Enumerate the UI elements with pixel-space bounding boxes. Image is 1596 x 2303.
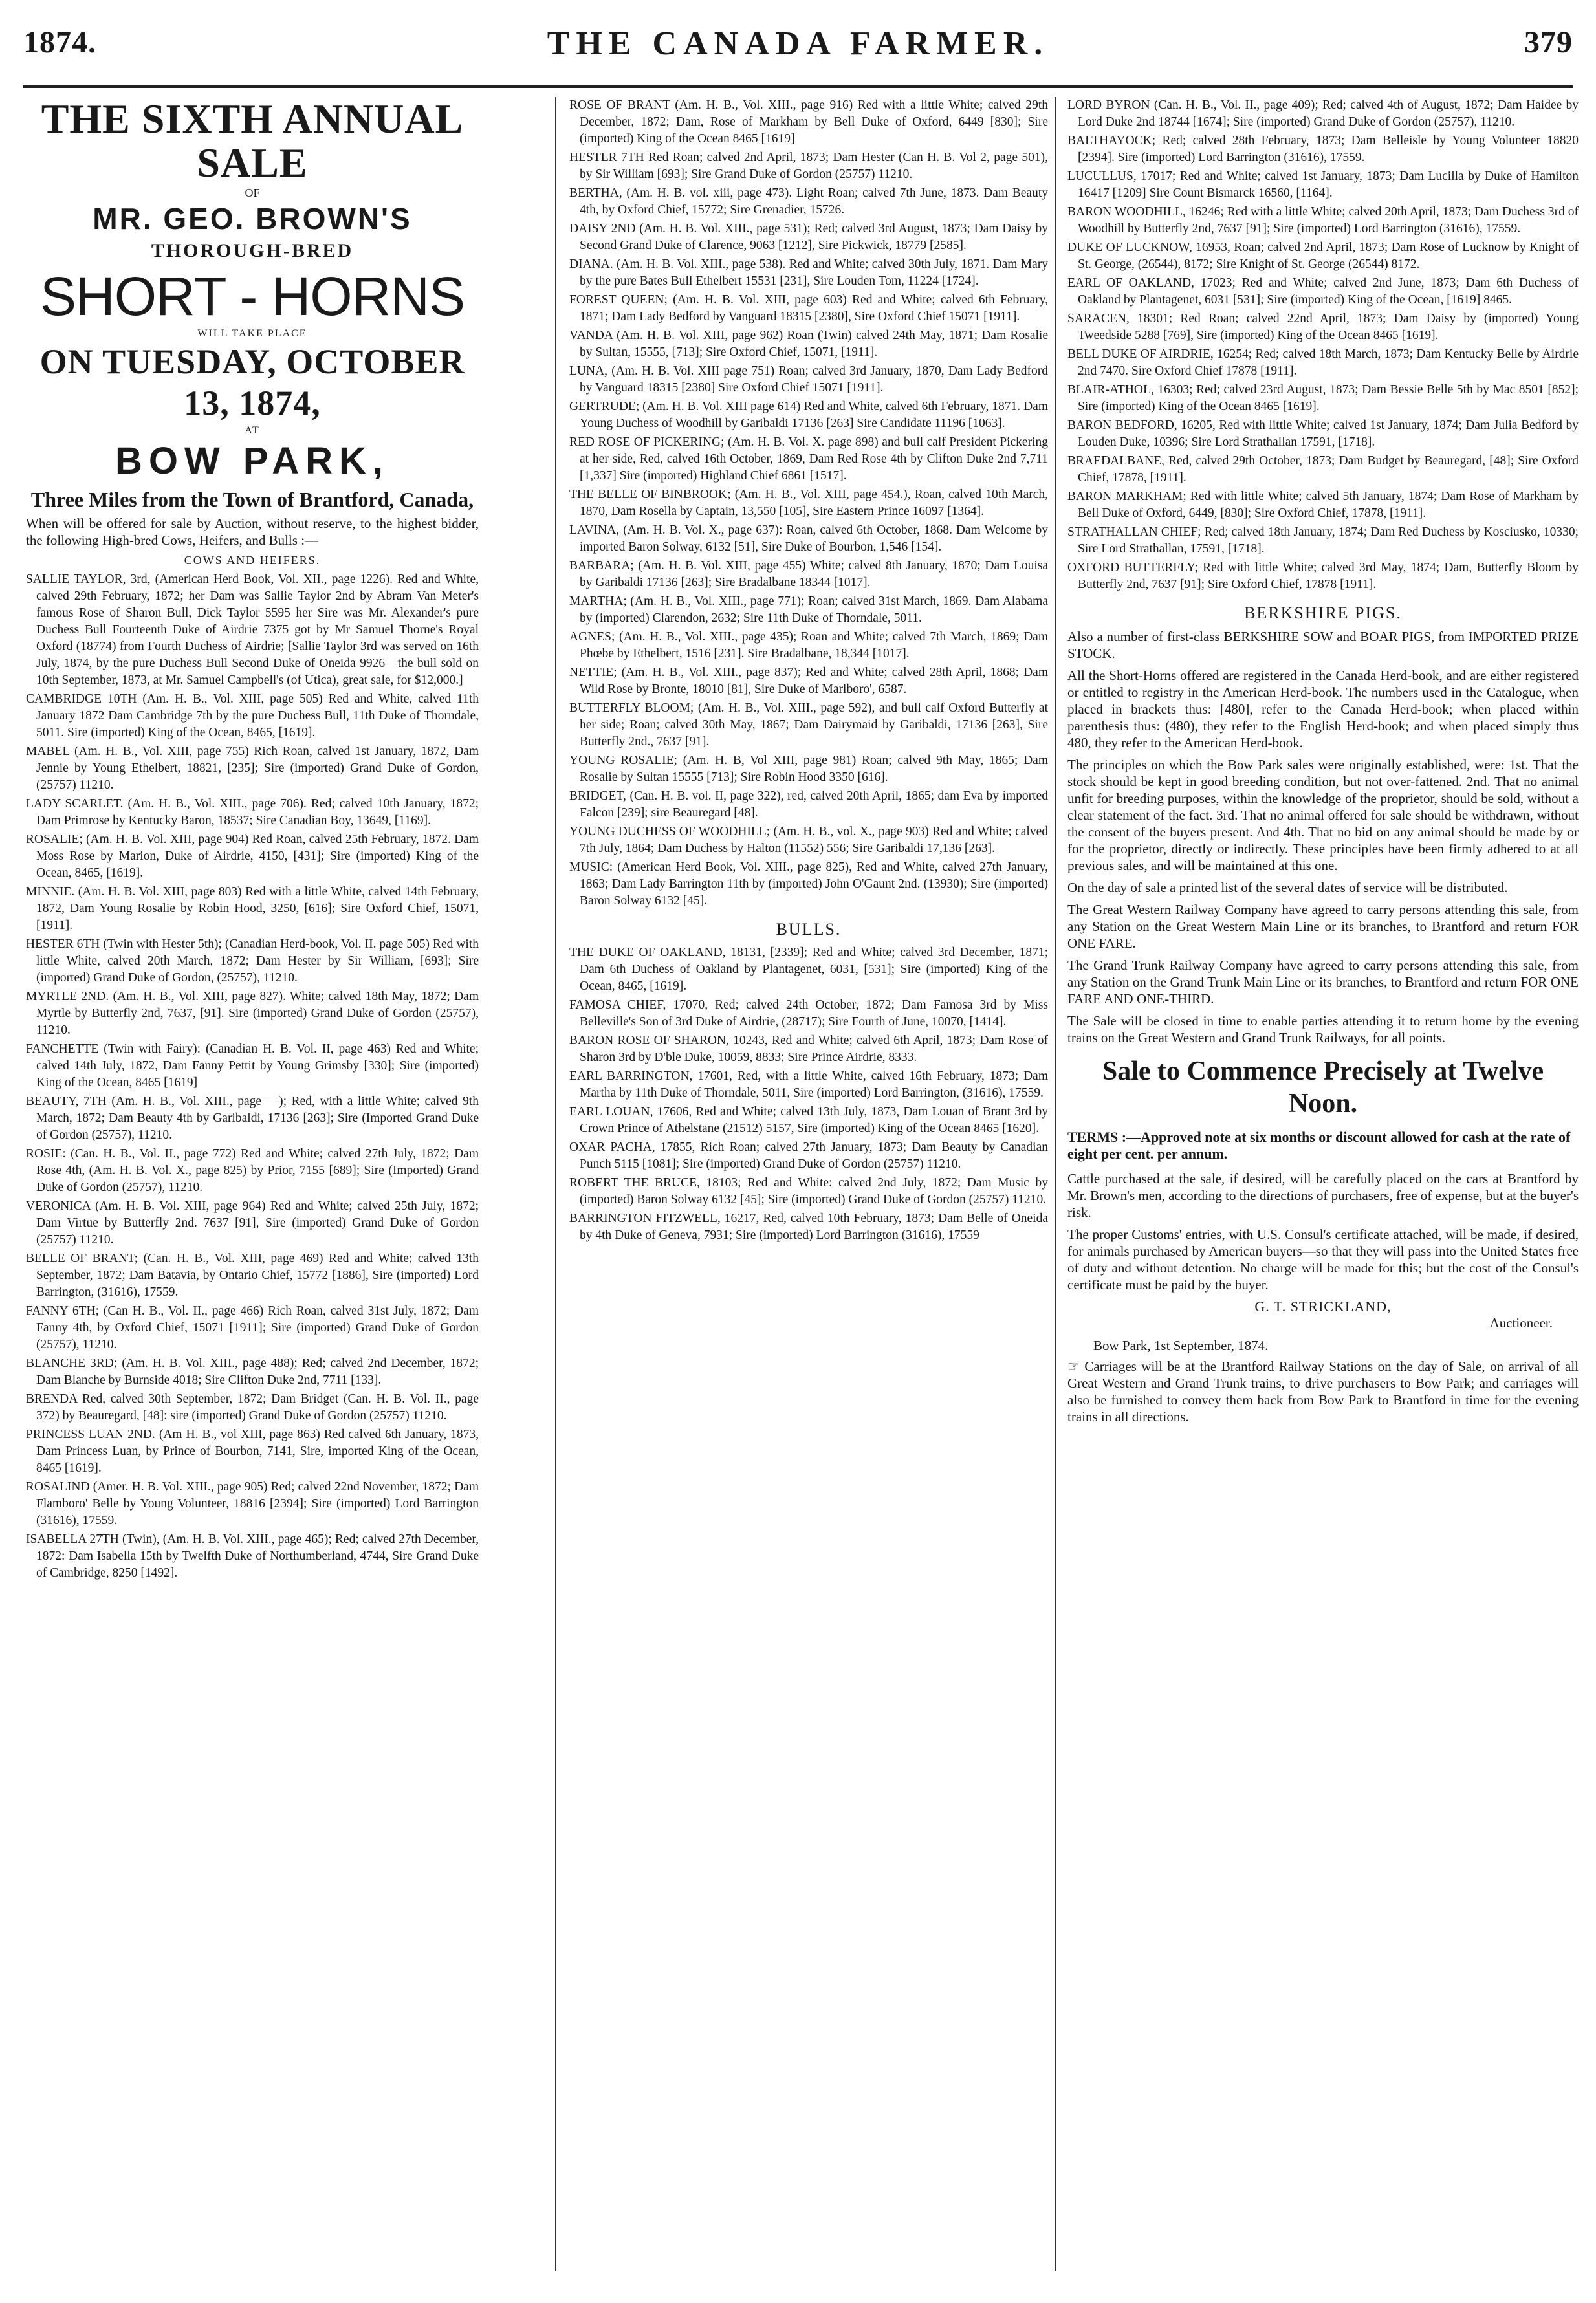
list-item: BEAUTY, 7TH (Am. H. B., Vol. XIII., page —); Red, with a little White; calved 9th March, 1872; Dam Beauty 4th by Garibaldi, 17136 [263]; Sire (Imported Grand Duke of Gordon (25757), 11210. [26, 1095, 479, 1142]
paragraph-registry: All the Short-Horns offered are registered in the Canada Herd-book, and are either registered or entitled to registry in the American Herd-book. The numbers used in the Catalogue, when placed in brackets thus: [480], refer to the Canada Herd-book; when placed within parenthesis thus: (480), they refer to the English Herd-book; and when placed simply thus 480, they refer to the American Herd-book. [1067, 668, 1579, 750]
list-item: FANNY 6TH; (Can H. B., Vol. II., page 466) Rich Roan, calved 31st July, 1872; Dam Fanny 4th, by Oxford Chief, 15071 [1911]; Sire (imported) Grand Duke of Gordon (25757), 11210. [26, 1304, 479, 1351]
ad-date: ON TUESDAY, OCTOBER 13, 1874, [39, 342, 465, 422]
list-item: ROSALIND (Amer. H. B. Vol. XIII., page 905) Red; calved 22nd November, 1872; Dam Flamboro' Belle by Young Volunteer, 18816 [2394]; Sire (imported) Lord Barrington (31616), 17559. [26, 1480, 479, 1527]
list-item: BARON WOODHILL, 16246; Red with a little White; calved 20th April, 1873; Dam Duchess 3rd of Woodhill by Butterfly 2nd, 7637 [91]; Sire (imported) Lord Barrington (31616), 17559. [1067, 205, 1579, 235]
list-item: FAMOSA CHIEF, 17070, Red; calved 24th October, 1872; Dam Famosa 3rd by Miss Belleville's Son of 3rd Duke of Airdrie, (28717); Sire Fourth of June, 10070, [1414]. [569, 998, 1048, 1029]
list-item: FOREST QUEEN; (Am. H. B. Vol. XIII, page 603) Red and White; calved 6th February, 1871; Dam Lady Bedford by Vanguard 18315 [2380], Sire Oxford Chief 15071 [1911]. [569, 293, 1048, 323]
list-item: MARTHA; (Am. H. B., Vol. XIII., page 771); Roan; calved 31st March, 1869. Dam Alabama by (imported) Clarendon, 2632; Sire 11th Duke of Thorndale, 5011. [569, 595, 1048, 625]
paragraph-carriages: ☞ Carriages will be at the Brantford Railway Stations on the day of Sale, on arrival of all Great Western and Grand Trunk trains, to drive purchasers to Bow Park; and carriages will also be furnished to convey them back from Bow Park to Brantford in time for the evening trains in all directions. [1067, 1359, 1579, 1424]
list-item: CAMBRIDGE 10TH (Am. H. B., Vol. XIII, page 505) Red and White, calved 11th January 1872 Dam Cambridge 7th by the pure Duchess Bull, 11th Duke of Thorndale, 5011. Sire (imported) King of the Ocean, 8465, [1619]. [26, 692, 479, 739]
list-item: VERONICA (Am. H. B. Vol. XIII, page 964) Red and White; calved 25th July, 1872; Dam Virtue by Butterfly 2nd. 7637 [91], Sire (imported) Grand Duke of Gordon (25757) 11210. [26, 1199, 479, 1247]
list-item: STRATHALLAN CHIEF; Red; calved 18th January, 1874; Dam Red Duchess by Kosciusko, 10330; Sire Lord Strathallan, 17591, [1718]. [1067, 525, 1579, 556]
list-item: OXFORD BUTTERFLY; Red with little White; calved 3rd May, 1874; Dam, Butterfly Bloom by Butterfly 2nd, 7637 [91]; Sire Oxford Chief, 17878 [1911]. [1067, 561, 1579, 591]
ad-intro: When will be offered for sale by Auction, without reserve, to the highest bidder, the following High-bred Cows, Heifers, and Bulls :— [26, 516, 479, 548]
ad-breed: SHORT - HORNS [40, 266, 465, 327]
paragraph-sale-close: The Sale will be closed in time to enable parties attending it to return home by the evening trains on the Great Western and Grand Trunk Railways, for all points. [1067, 1013, 1579, 1045]
ad-place: BOW PARK, [115, 440, 389, 482]
masthead-title: THE CANADA FARMER. [547, 25, 1049, 62]
list-item: MUSIC: (American Herd Book, Vol. XIII., page 825), Red and White, calved 27th January, 1863; Dam Lady Barrington 11th by (imported) John O'Gaunt 2nd. (13930); Sire (imported) Baron Solway 6132 [45]. [569, 860, 1048, 908]
list-item: EARL OF OAKLAND, 17023; Red and White; calved 2nd June, 1873; Dam 6th Duchess of Oakland by Plantagenet, 6031 [531]; Sire (imported) King of the Ocean, [1619] 8465. [1067, 276, 1579, 307]
column-1 [26, 97, 479, 2284]
berkshire-intro: Also a number of first-class BERKSHIRE SOW and BOAR PIGS, from IMPORTED PRIZE STOCK. [1067, 629, 1579, 661]
list-item: BRAEDALBANE, Red, calved 29th October, 1873; Dam Budget by Beauregard, [48]; Sire Oxford Chief, 17878, [1911]. [1067, 454, 1579, 485]
berkshire-heading: BERKSHIRE PIGS. [1244, 604, 1402, 622]
paragraph-service-list: On the day of sale a printed list of the several dates of service will be distributed. [1067, 880, 1508, 895]
list-item: LUNA, (Am. H. B. Vol. XIII page 751) Roan; calved 3rd January, 1870, Dam Lady Bedford by Vanguard 18315 [2380] Sire Oxford Chief 15071 [1911]. [569, 364, 1048, 395]
list-item: DAISY 2ND (Am. H. B. Vol. XIII., page 531); Red; calved 3rd August, 1873; Dam Daisy by Second Grand Duke of Clarence, 9063 [1212], Sire Pickwick, 18779 [2585]. [569, 222, 1048, 252]
list-item: THE DUKE OF OAKLAND, 18131, [2339]; Red and White; calved 3rd December, 1871; Dam 6th Duchess of Oakland by Plantagenet, 6031, [531]; Sire (imported) King of the Ocean, 8465, [1619]. [569, 946, 1048, 993]
list-item: LUCULLUS, 17017; Red and White; calved 1st January, 1873; Dam Lucilla by Duke of Hamilton 16417 [1209] Sire Count Bismarck 16560, [1164]. [1067, 169, 1579, 200]
list-item: ROBERT THE BRUCE, 18103; Red and White: calved 2nd July, 1872; Dam Music by (imported) Baron Solway 6132 [45]; Sire (imported) Grand Duke of Gordon (25757) 11210. [569, 1176, 1048, 1206]
list-item: NETTIE; (Am. H. B., Vol. XIII., page 837); Red and White; calved 28th April, 1868; Dam Wild Rose by Bronte, 18010 [81], Sire Duke of Marlboro', 6587. [569, 666, 1048, 696]
masthead-year: 1874. [23, 25, 96, 60]
list-item: BUTTERFLY BLOOM; (Am. H. B., Vol. XIII., page 592), and bull calf Oxford Butterfly at her side; Roan; calved 30th May, 1867; Dam Dairymaid by Garibaldi, 17136 [263], Sire Butterfly 2nd., 7637 [91]. [569, 701, 1048, 748]
list-item: BARRINGTON FITZWELL, 16217, Red, calved 10th February, 1873; Dam Belle of Oneida by 4th Duke of Geneva, 7931; Sire (imported) Lord Barrington (31616), 17559 [569, 1212, 1048, 1242]
ad-thoroughbred: THOROUGH-BRED [151, 240, 354, 261]
paragraph-great-western: The Great Western Railway Company have agreed to carry persons attending this sale, from any Station on the Great Western Main Line or its branches, to Brantford and return FOR ONE FARE. [1067, 902, 1579, 951]
ad-at: AT [245, 425, 260, 436]
paragraph-cattle-shipping: Cattle purchased at the sale, if desired, will be carefully placed on the cars at Brantford by Mr. Brown's men, according to the directions of purchasers, free of expense, but at the buyer's risk. [1067, 1171, 1579, 1220]
list-item: BRIDGET, (Can. H. B. vol. II, page 322), red, calved 20th April, 1865; dam Eva by imported Falcon [239]; sire Beauregard [48]. [569, 789, 1048, 820]
ad-owner: MR. GEO. BROWN'S [93, 202, 412, 235]
list-item: ROSIE: (Can. H. B., Vol. II., page 772) Red and White; calved 27th July, 1872; Dam Rose 4th, (Am. H. B. Vol. X., page 825) by Prior, 7155 [689]; Sire (Imported) Grand Duke of Gordon (25757), 11210. [26, 1147, 479, 1194]
list-item: ROSE OF BRANT (Am. H. B., Vol. XIII., page 916) Red with a little White; calved 29th December, 1872; Dam, Rose of Markham by Bell Duke of Oxford, 6449 [830]; Sire (imported) King of the Ocean 8465 [1619] [569, 98, 1048, 146]
ad-headline: THE SIXTH ANNUAL SALE [41, 97, 464, 186]
list-item: DIANA. (Am. H. B. Vol. XIII., page 538). Red and White; calved 30th July, 1871. Dam Mary by the pure Bates Bull Ethelbert 15531 [231], Sire Louden Tom, 11224 [1724]. [569, 257, 1048, 288]
list-item: RED ROSE OF PICKERING; (Am. H. B. Vol. X. page 898) and bull calf President Pickering at her side, Red, calved 16th October, 1869, Dam Red Rose 4th by Clifton Duke 2nd 7,711 [1,337] Sire (imported) Highland Chief 6861 [1517]. [569, 435, 1048, 483]
ad-will-take-place: WILL TAKE PLACE [197, 328, 307, 339]
column-2 [569, 97, 1048, 2284]
paragraph-principles: The principles on which the Bow Park sales were originally established, were: 1st. That the stock should be kept in good breeding condition, but not over-fattened. 2nd. That no animal unfit for breeding purposes, within the knowledge of the proprietor, should be sold, without a clear statement of the fact. 3rd. That no animal offered for sale should be withdrawn, without the consent of the buyers present. And 4th. That no bid on any animal should be made by or for the proprietor, directly or indirectly. These principles have been firmly adhered to at all previous sales, and will be maintained at this one. [1067, 757, 1579, 873]
ad-distance: Three Miles from the Town of Brantford, Canada, [30, 488, 474, 511]
list-item: DUKE OF LUCKNOW, 16953, Roan; calved 2nd April, 1873; Dam Rose of Lucknow by Knight of St. George, (26544), 8172; Sire Knight of St. George (26544) 8172. [1067, 241, 1579, 271]
list-item: BELLE OF BRANT; (Can. H. B., Vol. XIII, page 469) Red and White; calved 13th September, 1872; Dam Batavia, by Ontario Chief, 15772 [1886], Sire (imported) Lord Barrington, (31616), 17559. [26, 1252, 479, 1299]
column-3 [1067, 97, 1579, 2284]
list-item: EARL LOUAN, 17606, Red and White; calved 13th July, 1873, Dam Louan of Brant 3rd by Crown Prince of Athelstane (21512) 5157, Sire (imported) King of the Ocean 8465 [1620]. [569, 1105, 1048, 1135]
list-item: MYRTLE 2ND. (Am. H. B., Vol. XIII, page 827). White; calved 18th May, 1872; Dam Myrtle by Butterfly 2nd, 7637, [91]. Sire (imported) Grand Duke of Gordon (25757), 11210. [26, 990, 479, 1037]
list-item: SARACEN, 18301; Red Roan; calved 22nd April, 1873; Dam Daisy by (imported) Young Tweedside 5288 [769], Sire (imported) King of the Ocean 8465 [1619]. [1067, 312, 1579, 342]
terms: TERMS :—Approved note at six months or discount allowed for cash at the rate of eight per cent. per annum. [1067, 1129, 1571, 1162]
masthead [23, 9, 1573, 74]
list-item: LORD BYRON (Can. H. B., Vol. II., page 409); Red; calved 4th of August, 1872; Dam Haidee by Lord Duke 2nd 18744 [1674]; Sire (imported) Grand Duke of Gordon (25757), 11210. [1067, 98, 1579, 129]
list-item: HESTER 6TH (Twin with Hester 5th); (Canadian Herd-book, Vol. II. page 505) Red with little White, calved 20th March, 1872; Dam Hester by Sir William, [693]; Sire (imported) Grand Duke of Gordon, (25757), 11210. [26, 937, 479, 985]
paragraph-customs: The proper Customs' entries, with U.S. Consul's certificate attached, will be made, if desired, for animals purchased by American buyers—so that they will pass into the United States free of duty and without detention. No charge will be made for this; but the cost of the Consul's certificate must be paid by the buyer. [1067, 1227, 1579, 1293]
column-rule-1 [555, 97, 556, 2271]
list-item: OXAR PACHA, 17855, Rich Roan; calved 27th January, 1873; Dam Beauty by Canadian Punch 5115 [1081]; Sire (imported) Grand Duke of Gordon (25757) 11210. [569, 1141, 1048, 1171]
list-item: LADY SCARLET. (Am. H. B., Vol. XIII., page 706). Red; calved 10th January, 1872; Dam Primrose by Kentucky Baron, 18537; Sire Canadian Boy, 13649, [1169]. [26, 797, 479, 827]
list-item: BRENDA Red, calved 30th September, 1872; Dam Bridget (Can. H. B. Vol. II., page 372) by Beauregard, [48]: sire (imported) Grand Duke of Gordon (25757) 11210. [26, 1392, 479, 1423]
auctioneer-title: Auctioneer. [1489, 1315, 1553, 1331]
list-item: YOUNG ROSALIE; (Am. H. B, Vol XIII, page 981) Roan; calved 9th May, 1865; Dam Rosalie by Sultan 15555 [713]; Sire Robin Hood 3350 [616]. [569, 754, 1048, 784]
cows-heading: COWS AND HEIFERS. [184, 554, 321, 567]
list-item: BALTHAYOCK; Red; calved 28th February, 1873; Dam Belleisle by Young Volunteer 18820 [2394]. Sire (imported) Lord Barrington (31616), 17559. [1067, 134, 1579, 164]
list-item: ROSALIE; (Am. H. B. Vol. XIII, page 904) Red Roan, calved 25th February, 1872. Dam Moss Rose by Marion, Duke of Airdrie, 4150, [431]; Sire (imported) King of the Ocean, 8465, [1619]. [26, 833, 479, 880]
list-item: SALLIE TAYLOR, 3rd, (American Herd Book, Vol. XII., page 1226). Red and White, calved 29th February, 1872; her Dam was Sallie Taylor 2nd by Abram Van Meter's famous Rose of Sharon Bull, Dick Taylor 5595 her Sire was Mr. Alexander's pure Duchess Bull Fourteenth Duke of Airdrie 7375 got by Mr Samuel Thorne's Royal Oxford (18774) from Fourth Duchess of Airdrie; [Sallie Taylor 3rd was served on 16th July, 1874, by the pure Duchess Bull Second Duke of Oneida 9926—the bull sold on 10th September, 1873, at Mr. Samuel Campbell's (of Utica), great sale, for $12,000.] [26, 573, 479, 687]
list-item: FANCHETTE (Twin with Fairy): (Canadian H. B. Vol. II, page 463) Red and White; calved 14th July, 1872, Dam Fanny Pettit by Young Grimsby [330]; Sire (imported) King of the Ocean, 8465 [1619] [26, 1042, 479, 1089]
list-item: VANDA (Am. H. B. Vol. XIII, page 962) Roan (Twin) calved 24th May, 1871; Dam Rosalie by Sultan, 15555, [713]; Sire Oxford Chief, 15071, [1911]. [569, 329, 1048, 359]
list-item: HESTER 7TH Red Roan; calved 2nd April, 1873; Dam Hester (Can H. B. Vol 2, page 501), by Sir William [693]; Sire Grand Duke of Gordon (25757) 11210. [569, 151, 1048, 181]
list-item: AGNES; (Am. H. B., Vol. XIII., page 435); Roan and White; calved 7th March, 1869; Dam Phœbe by Ethelbert, 1516 [231]. Sire Bradalbane, 18,344 [1017]. [569, 630, 1048, 660]
auctioneer-name: G. T. STRICKLAND, [1254, 1298, 1392, 1315]
sale-start-notice: Sale to Commence Precisely at Twelve Noon. [1102, 1056, 1544, 1119]
list-item: BARBARA; (Am. H. B. Vol. XIII, page 455) White; calved 8th January, 1870; Dam Louisa by Garibaldi 17136 [263]; Sire Bradalbane 18344 [1017]. [569, 559, 1048, 589]
list-item: EARL BARRINGTON, 17601, Red, with a little White, calved 16th February, 1873; Dam Martha by 11th Duke of Thorndale, 5011, Sire (imported) Lord Barrington, (31616), 17559. [569, 1069, 1048, 1100]
list-item: BERTHA, (Am. H. B. vol. xiii, page 473). Light Roan; calved 7th June, 1873. Dam Beauty 4th, by Oxford Chief, 15772; Sire Grenadier, 15726. [569, 186, 1048, 217]
list-item: MINNIE. (Am. H. B. Vol. XIII, page 803) Red with a little White, calved 14th February, 1872, Dam Young Rosalie by Robin Hood, 3250, [616]; Sire Oxford Chief, 15071, [1911]. [26, 885, 479, 932]
list-item: MABEL (Am. H. B., Vol. XIII, page 755) Rich Roan, calved 1st January, 1872, Dam Jennie by Young Ethelbert, 18821, [235]; Sire (imported) Grand Duke of Gordon, (25757) 11210. [26, 745, 479, 792]
list-item: GERTRUDE; (Am. H. B. Vol. XIII page 614) Red and White, calved 6th February, 1871. Dam Young Duchess of Woodhill by Garibaldi 17136 [263] Sire Candidate 11196 [1063]. [569, 400, 1048, 430]
bulls-heading: BULLS. [776, 920, 842, 939]
list-item: THE BELLE OF BINBROOK; (Am. H. B., Vol. XIII, page 454.), Roan, calved 10th March, 1870, Dam Rosella by Captain, 13,550 [105], Sire Eastern Prince 16097 [1364]. [569, 488, 1048, 518]
list-item: YOUNG DUCHESS OF WOODHILL; (Am. H. B., vol. X., page 903) Red and White; calved 7th July, 1864; Dam Duchess by Halton (11552) 556; Sire Garibaldi 17,136 [263]. [569, 825, 1048, 855]
list-item: ISABELLA 27TH (Twin), (Am. H. B. Vol. XIII., page 465); Red; calved 27th December, 1872: Dam Isabella 15th by Twelfth Duke of Northumberland, 4744, Sire Grand Duke of Cambridge, 8250 [1492]. [26, 1533, 479, 1580]
ad-of: OF [245, 186, 260, 199]
list-item: PRINCESS LUAN 2ND. (Am H. B., vol XIII, page 863) Red calved 6th January, 1873, Dam Princess Luan, by Prince of Bourbon, 7141, Sire, imported King of the Ocean, 8465 [1619]. [26, 1428, 479, 1475]
list-item: BARON ROSE OF SHARON, 10243, Red and White; calved 6th April, 1873; Dam Rose of Sharon 3rd by D'ble Duke, 10059, 8833; Sire Prince Airdrie, 8333. [569, 1034, 1048, 1064]
dateline: Bow Park, 1st September, 1874. [1093, 1338, 1269, 1353]
list-item: LAVINA, (Am. H. B. Vol. X., page 637): Roan, calved 6th October, 1868. Dam Welcome by imported Baron Solway, 6132 [51], Sire Duke of Bourbon, 1,546 [154]. [569, 523, 1048, 554]
list-item: BARON MARKHAM; Red with little White; calved 5th January, 1874; Dam Rose of Markham by Bell Duke of Oxford, 6449, [830]; Sire Oxford Chief, 17878, [1911]. [1067, 490, 1579, 520]
column-rule-2 [1055, 97, 1056, 2271]
list-item: BELL DUKE OF AIRDRIE, 16254; Red; calved 18th March, 1873; Dam Kentucky Belle by Airdrie 2nd 7470. Sire Oxford Chief 17878 [1911]. [1067, 347, 1579, 378]
list-item: BLAIR-ATHOL, 16303; Red; calved 23rd August, 1873; Dam Bessie Belle 5th by Mac 8501 [852]; Sire (imported) King of the Ocean 8465 [1619]. [1067, 383, 1579, 413]
list-item: BARON BEDFORD, 16205, Red with little White; calved 1st January, 1874; Dam Julia Bedford by Louden Duke, 10396; Sire Lord Strathallan 17591, [1718]. [1067, 419, 1579, 449]
col1-entries [26, 571, 479, 1582]
paragraph-grand-trunk: The Grand Trunk Railway Company have agreed to carry persons attending this sale, from any Station on the Grand Trunk Main Line or its branches, to Brantford and return FOR ONE FARE AND ONE-THIRD. [1067, 957, 1579, 1007]
masthead-rule [23, 85, 1573, 88]
page-number: 379 [1524, 25, 1573, 60]
list-item: BLANCHE 3RD; (Am. H. B. Vol. XIII., page 488); Red; calved 2nd December, 1872; Dam Blanche by Burnside 4018; Sire Clifton Duke 2nd, 7711 [133]. [26, 1357, 479, 1387]
